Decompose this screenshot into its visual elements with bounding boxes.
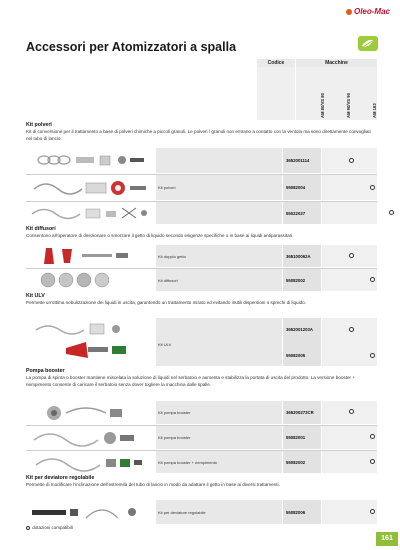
product-image: [26, 148, 154, 173]
brand-logo: Oleo-Mac: [346, 7, 390, 16]
compatible-marker: [370, 185, 375, 190]
section-description: Consentono all'operatore di direzionare o smorzare il getto di liquido secondo esigenze specifiche o in base ai liquidi antiparassitari.: [26, 233, 294, 238]
product-description-cell: [156, 202, 282, 224]
compatible-marker: [370, 353, 375, 358]
product-row: [26, 245, 377, 267]
product-description-cell: Kit pompa booster + riempimento: [156, 451, 282, 473]
compatibility-cell: [322, 451, 377, 473]
column-header-code: Codice: [257, 59, 295, 67]
product-description-cell: Kit pompa booster: [156, 401, 282, 424]
product-description-cell: Kit doppio getto: [156, 245, 282, 267]
section-title: Pompa booster: [26, 368, 65, 374]
product-row: [26, 175, 377, 200]
compatible-marker: [370, 277, 375, 282]
compatibility-cell: [322, 245, 377, 267]
product-image: [26, 500, 154, 524]
product-description-cell: Kit pompa booster: [156, 426, 282, 449]
product-description-cell: Kit diffusori: [156, 269, 282, 291]
compatibility-cell: [322, 175, 377, 200]
product-row: [26, 318, 377, 366]
product-code-cell: 55082002: [283, 451, 321, 473]
compatibility-cell: [322, 202, 377, 224]
product-row: [26, 148, 377, 173]
compatible-marker: [349, 327, 354, 332]
product-code-cell: 55022027: [283, 202, 321, 224]
section-title: Kit polveri: [26, 122, 52, 128]
product-code-cell: 55082002: [283, 269, 321, 291]
page-number: 161: [376, 532, 398, 546]
product-row: [26, 401, 377, 424]
product-code-cell: 3652001114: [283, 148, 321, 173]
section-title: Kit diffusori: [26, 226, 56, 232]
compatible-marker: [349, 409, 354, 414]
model-label: AM 80/VS 80: [320, 93, 325, 118]
product-description-cell: [156, 148, 282, 173]
product-image: [26, 175, 154, 200]
product-code-cell: 55082006: [283, 500, 321, 524]
product-image: [26, 269, 154, 291]
compatible-marker: [370, 434, 375, 439]
product-code-cell: 365200273CR: [283, 401, 321, 424]
product-image: [26, 202, 154, 224]
compatibility-cell: [322, 401, 377, 424]
code-column-band: [257, 67, 295, 120]
machines-column-band: [296, 67, 377, 120]
product-image: [26, 245, 154, 267]
compatibility-cell: [322, 318, 377, 366]
brand-header: [300, 6, 395, 19]
compatibility-cell: [322, 148, 377, 173]
legend: [26, 525, 73, 530]
model-label: AM 90/VS 90: [346, 93, 351, 118]
compatibility-cell: [322, 426, 377, 449]
product-row: [26, 451, 377, 473]
section-description: La pompa di spinta o booster mantiene miscelata la soluzione di liquidi nel serbatoio e aumenta e stabilizza la portata di uscita del prodotto. La versione booster + riempimento consente di caricare il serbatoio senza dover togliere la macchina dalle spalle.: [26, 375, 356, 387]
product-image: [26, 426, 154, 449]
product-image: [26, 451, 154, 473]
product-code-cell: 55082004: [283, 175, 321, 200]
product-image: [26, 401, 154, 424]
product-row: [26, 202, 377, 224]
section-description: Kit di conversione per il trattamento a base di polveri chimiche a piccoli granuli. Le polveri / granuli non entrano a contatto con la ventola ma sono direttamente convogliati nel tubo di lancio.: [26, 129, 371, 141]
section-description: Permette un'ottima nebulizzazione dei liquidi in uscita, garantendo un trattamento mirato ed evitando inutili dispersioni o sprechi di liquido.: [26, 300, 306, 305]
product-description-cell: Kit per deviatore regolabile: [156, 500, 282, 524]
section-description: Permette di modificare l'inclinazione dell'estremità del tubo di lancio in modo da adattare il getto in base ai diversi trattamenti.: [26, 482, 280, 487]
product-code-cell: 55082001: [283, 426, 321, 449]
compatible-marker: [349, 158, 354, 163]
compatible-marker: [370, 459, 375, 464]
product-row: [26, 269, 377, 291]
compatible-marker: [389, 210, 394, 215]
product-description-cell: Kit ULV: [156, 318, 282, 366]
product-description-cell: Kit polveri: [156, 175, 282, 200]
page-title: Accessori per Atomizzatori a spalla: [26, 40, 237, 54]
compatibility-cell: [322, 269, 377, 291]
model-label: AM 163: [372, 103, 377, 118]
product-code-cell: 3652001203A 55082005: [283, 318, 321, 366]
compatible-marker: [349, 253, 354, 258]
leaf-sprayer-icon: [358, 36, 378, 51]
compatible-marker: [370, 509, 375, 514]
product-row: [26, 500, 377, 524]
legend-text: dotazioni compatibili: [32, 525, 73, 530]
product-row: [26, 426, 377, 449]
compatible-marker-legend-icon: [26, 526, 30, 530]
column-header-machines: Macchine: [296, 59, 377, 67]
compatibility-cell: [322, 500, 377, 524]
section-title: Kit per deviatore regolabile: [26, 475, 95, 481]
product-code-cell: 365100062A: [283, 245, 321, 267]
section-title: Kit ULV: [26, 293, 45, 299]
product-image: [26, 318, 154, 366]
